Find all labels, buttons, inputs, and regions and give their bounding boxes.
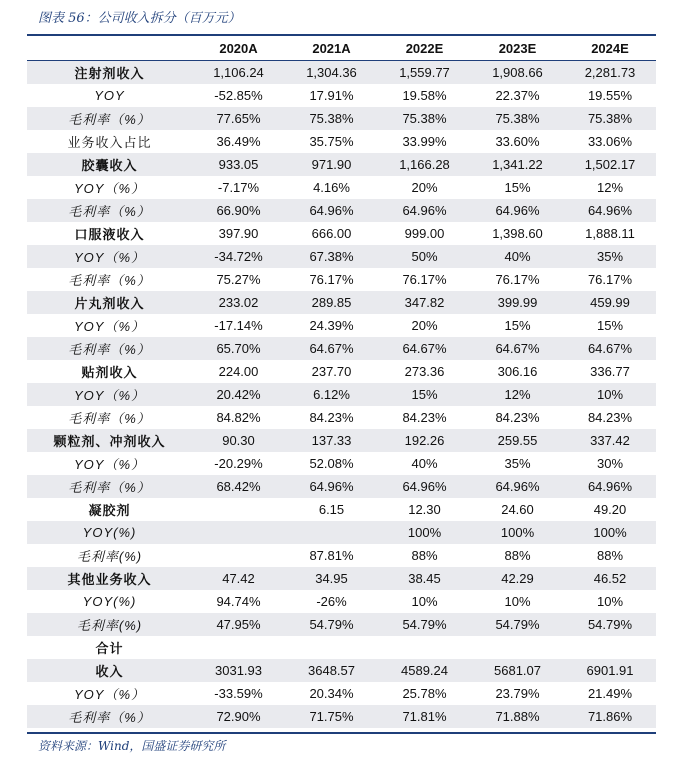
table-row	[27, 291, 656, 314]
value-cell: 40%	[471, 245, 564, 268]
row-label: 口服液收入	[27, 222, 192, 245]
value-cell: 84.23%	[471, 406, 564, 429]
value-cell: 75.38%	[564, 107, 656, 130]
value-cell: 233.02	[192, 291, 285, 314]
value-cell: 6.12%	[285, 383, 378, 406]
value-cell: 20%	[378, 176, 471, 199]
table-row	[27, 314, 656, 337]
value-cell: 273.36	[378, 360, 471, 383]
table-row	[27, 590, 656, 613]
table-row	[27, 268, 656, 291]
value-cell: 25.78%	[378, 682, 471, 705]
value-cell: 23.79%	[471, 682, 564, 705]
value-cell: 4589.24	[378, 659, 471, 682]
value-cell: 65.70%	[192, 337, 285, 360]
value-cell: 35.75%	[285, 130, 378, 153]
table-row	[27, 429, 656, 452]
value-cell: 10%	[564, 383, 656, 406]
row-label: 毛利率（%）	[27, 268, 192, 291]
header-cell: 2022E	[378, 36, 471, 61]
header-cell: 2024E	[564, 36, 656, 61]
value-cell: 87.81%	[285, 544, 378, 567]
table-row	[27, 245, 656, 268]
table-row	[27, 521, 656, 544]
value-cell	[285, 521, 378, 544]
row-label: 业务收入占比	[27, 130, 192, 153]
value-cell: 459.99	[564, 291, 656, 314]
revenue-breakdown-table	[27, 36, 656, 728]
value-cell: 88%	[378, 544, 471, 567]
value-cell: 88%	[564, 544, 656, 567]
row-label: 凝胶剂	[27, 498, 192, 521]
value-cell: 71.88%	[471, 705, 564, 728]
value-cell: -34.72%	[192, 245, 285, 268]
value-cell: 1,304.36	[285, 61, 378, 85]
value-cell: 46.52	[564, 567, 656, 590]
table-title: 图表 56：公司收入拆分（百万元）	[38, 11, 241, 26]
value-cell: 84.23%	[285, 406, 378, 429]
value-cell: 1,106.24	[192, 61, 285, 85]
value-cell: 76.17%	[471, 268, 564, 291]
row-label: 毛利率(%)	[27, 613, 192, 636]
value-cell: 88%	[471, 544, 564, 567]
value-cell: 66.90%	[192, 199, 285, 222]
value-cell: -26%	[285, 590, 378, 613]
value-cell: 15%	[471, 176, 564, 199]
table-row	[27, 475, 656, 498]
value-cell: 76.17%	[378, 268, 471, 291]
value-cell: 75.38%	[378, 107, 471, 130]
row-label: 毛利率（%）	[27, 199, 192, 222]
table-row	[27, 61, 656, 85]
value-cell: 34.95	[285, 567, 378, 590]
value-cell	[192, 498, 285, 521]
table-row	[27, 613, 656, 636]
value-cell: 22.37%	[471, 84, 564, 107]
value-cell: 17.91%	[285, 84, 378, 107]
row-label: YOY（%）	[27, 314, 192, 337]
value-cell: 77.65%	[192, 107, 285, 130]
value-cell: 84.82%	[192, 406, 285, 429]
value-cell: 399.99	[471, 291, 564, 314]
value-cell: 64.67%	[378, 337, 471, 360]
value-cell: 71.75%	[285, 705, 378, 728]
value-cell: -33.59%	[192, 682, 285, 705]
value-cell	[378, 636, 471, 659]
row-label: 毛利率(%)	[27, 544, 192, 567]
value-cell: 67.38%	[285, 245, 378, 268]
value-cell: 64.96%	[285, 199, 378, 222]
value-cell: 64.96%	[471, 475, 564, 498]
table-row	[27, 636, 656, 659]
value-cell: 71.81%	[378, 705, 471, 728]
table-body	[27, 61, 656, 729]
value-cell: 192.26	[378, 429, 471, 452]
value-cell: 24.39%	[285, 314, 378, 337]
table-row	[27, 406, 656, 429]
table-row	[27, 199, 656, 222]
value-cell: 1,398.60	[471, 222, 564, 245]
value-cell: 84.23%	[564, 406, 656, 429]
row-label: 毛利率（%）	[27, 705, 192, 728]
table-row	[27, 682, 656, 705]
table-row	[27, 337, 656, 360]
value-cell: 666.00	[285, 222, 378, 245]
value-cell: 84.23%	[378, 406, 471, 429]
value-cell: 19.58%	[378, 84, 471, 107]
value-cell: 15%	[378, 383, 471, 406]
source-note: 资料来源：Wind，国盛证券研究所	[38, 739, 226, 753]
table-row	[27, 222, 656, 245]
header-cell: 2020A	[192, 36, 285, 61]
value-cell: 38.45	[378, 567, 471, 590]
table-row	[27, 705, 656, 728]
value-cell: 68.42%	[192, 475, 285, 498]
value-cell: 224.00	[192, 360, 285, 383]
value-cell: 10%	[564, 590, 656, 613]
value-cell: 10%	[378, 590, 471, 613]
bottom-rule	[27, 732, 656, 734]
value-cell	[471, 636, 564, 659]
value-cell: 24.60	[471, 498, 564, 521]
value-cell: 5681.07	[471, 659, 564, 682]
value-cell: 75.27%	[192, 268, 285, 291]
value-cell: -52.85%	[192, 84, 285, 107]
row-label: 胶囊收入	[27, 153, 192, 176]
value-cell: 1,888.11	[564, 222, 656, 245]
value-cell: 54.79%	[378, 613, 471, 636]
value-cell: 36.49%	[192, 130, 285, 153]
value-cell: 1,559.77	[378, 61, 471, 85]
value-cell: 933.05	[192, 153, 285, 176]
value-cell: 54.79%	[564, 613, 656, 636]
value-cell: -20.29%	[192, 452, 285, 475]
value-cell: 35%	[471, 452, 564, 475]
value-cell	[285, 636, 378, 659]
value-cell: 306.16	[471, 360, 564, 383]
table-row	[27, 84, 656, 107]
value-cell: 237.70	[285, 360, 378, 383]
value-cell: 15%	[564, 314, 656, 337]
value-cell: 12%	[471, 383, 564, 406]
value-cell	[192, 521, 285, 544]
row-label: YOY（%）	[27, 176, 192, 199]
value-cell: 336.77	[564, 360, 656, 383]
table-row	[27, 153, 656, 176]
value-cell: 75.38%	[285, 107, 378, 130]
row-label: 毛利率（%）	[27, 406, 192, 429]
value-cell: 64.96%	[564, 475, 656, 498]
value-cell: 999.00	[378, 222, 471, 245]
value-cell: 71.86%	[564, 705, 656, 728]
value-cell: 90.30	[192, 429, 285, 452]
table-row	[27, 107, 656, 130]
value-cell: 397.90	[192, 222, 285, 245]
value-cell: 19.55%	[564, 84, 656, 107]
value-cell: 76.17%	[285, 268, 378, 291]
value-cell: 20.42%	[192, 383, 285, 406]
value-cell: 94.74%	[192, 590, 285, 613]
value-cell: 33.99%	[378, 130, 471, 153]
value-cell: 1,908.66	[471, 61, 564, 85]
table-row	[27, 452, 656, 475]
value-cell: 64.67%	[471, 337, 564, 360]
row-label: YOY（%）	[27, 245, 192, 268]
value-cell: 4.16%	[285, 176, 378, 199]
value-cell	[564, 636, 656, 659]
value-cell: 20%	[378, 314, 471, 337]
value-cell: 42.29	[471, 567, 564, 590]
value-cell: 64.96%	[378, 475, 471, 498]
value-cell: 15%	[471, 314, 564, 337]
value-cell: 30%	[564, 452, 656, 475]
row-label: 合计	[27, 636, 192, 659]
value-cell: 259.55	[471, 429, 564, 452]
value-cell: 100%	[564, 521, 656, 544]
value-cell: 1,502.17	[564, 153, 656, 176]
value-cell: 12.30	[378, 498, 471, 521]
table-row	[27, 498, 656, 521]
value-cell: 3031.93	[192, 659, 285, 682]
value-cell: 289.85	[285, 291, 378, 314]
value-cell: 64.67%	[564, 337, 656, 360]
value-cell: 12%	[564, 176, 656, 199]
value-cell: 6901.91	[564, 659, 656, 682]
row-label: YOY(%)	[27, 590, 192, 613]
value-cell: -7.17%	[192, 176, 285, 199]
row-label: YOY（%）	[27, 682, 192, 705]
value-cell: 49.20	[564, 498, 656, 521]
value-cell: 347.82	[378, 291, 471, 314]
row-label: YOY（%）	[27, 452, 192, 475]
value-cell: 20.34%	[285, 682, 378, 705]
value-cell	[192, 544, 285, 567]
value-cell: 33.60%	[471, 130, 564, 153]
value-cell: 76.17%	[564, 268, 656, 291]
value-cell: 64.96%	[378, 199, 471, 222]
value-cell: 33.06%	[564, 130, 656, 153]
header-cell: 2023E	[471, 36, 564, 61]
value-cell: 971.90	[285, 153, 378, 176]
value-cell: 47.42	[192, 567, 285, 590]
value-cell: 64.96%	[471, 199, 564, 222]
table-row	[27, 383, 656, 406]
value-cell: 6.15	[285, 498, 378, 521]
value-cell: 64.67%	[285, 337, 378, 360]
value-cell: -17.14%	[192, 314, 285, 337]
header-cell: 2021A	[285, 36, 378, 61]
value-cell: 10%	[471, 590, 564, 613]
table-row	[27, 659, 656, 682]
value-cell: 337.42	[564, 429, 656, 452]
row-label: 贴剂收入	[27, 360, 192, 383]
value-cell: 50%	[378, 245, 471, 268]
value-cell: 40%	[378, 452, 471, 475]
value-cell: 52.08%	[285, 452, 378, 475]
row-label: YOY	[27, 84, 192, 107]
header-cell	[27, 36, 192, 61]
value-cell: 21.49%	[564, 682, 656, 705]
value-cell: 54.79%	[285, 613, 378, 636]
value-cell: 1,166.28	[378, 153, 471, 176]
row-label: 其他业务收入	[27, 567, 192, 590]
value-cell: 54.79%	[471, 613, 564, 636]
value-cell: 3648.57	[285, 659, 378, 682]
row-label: 毛利率（%）	[27, 337, 192, 360]
value-cell: 137.33	[285, 429, 378, 452]
row-label: 注射剂收入	[27, 61, 192, 85]
value-cell: 2,281.73	[564, 61, 656, 85]
value-cell: 72.90%	[192, 705, 285, 728]
table-row	[27, 567, 656, 590]
header-row	[27, 36, 656, 61]
row-label: 片丸剂收入	[27, 291, 192, 314]
value-cell: 64.96%	[285, 475, 378, 498]
value-cell	[192, 636, 285, 659]
value-cell: 47.95%	[192, 613, 285, 636]
value-cell: 100%	[378, 521, 471, 544]
table-row	[27, 130, 656, 153]
value-cell: 75.38%	[471, 107, 564, 130]
value-cell: 35%	[564, 245, 656, 268]
row-label: 颗粒剂、冲剂收入	[27, 429, 192, 452]
value-cell: 64.96%	[564, 199, 656, 222]
value-cell: 100%	[471, 521, 564, 544]
row-label: 毛利率（%）	[27, 107, 192, 130]
row-label: YOY（%）	[27, 383, 192, 406]
row-label: 毛利率（%）	[27, 475, 192, 498]
table-row	[27, 360, 656, 383]
value-cell: 1,341.22	[471, 153, 564, 176]
table-row	[27, 544, 656, 567]
row-label: 收入	[27, 659, 192, 682]
table-row	[27, 176, 656, 199]
row-label: YOY(%)	[27, 521, 192, 544]
